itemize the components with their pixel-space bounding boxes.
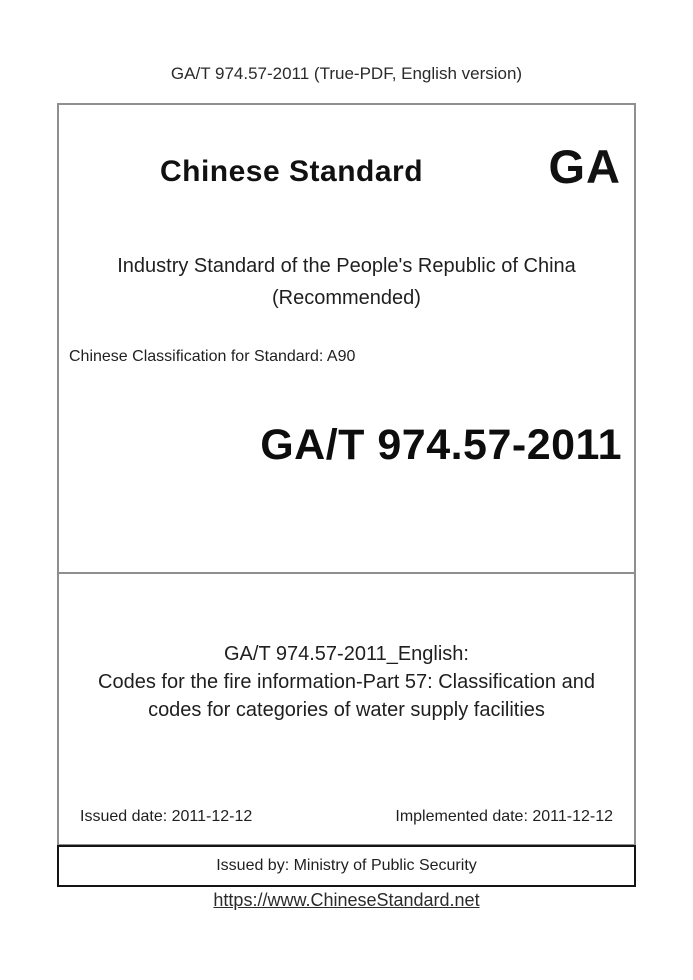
ga-logo: GA	[548, 140, 621, 193]
cover-box	[57, 103, 636, 846]
brand-title: Chinese Standard	[159, 155, 424, 188]
page-header-title: GA/T 974.57-2011 (True-PDF, English version)	[170, 64, 523, 83]
standard-number: GA/T 974.57-2011	[260, 421, 622, 469]
english-title-block	[65, 640, 628, 724]
implemented-date: Implemented date: 2011-12-12	[395, 808, 613, 825]
standard-type-line: Industry Standard of the People's Republic of China	[117, 255, 576, 277]
english-title-line2: Codes for the fire information-Part 57: Classification and	[98, 671, 595, 693]
site-link[interactable]: https://www.ChineseStandard.net	[213, 890, 480, 910]
english-title-line1: GA/T 974.57-2011_English:	[224, 643, 469, 665]
issued-date: Issued date: 2011-12-12	[80, 808, 253, 825]
issuer-text: Issued by: Ministry of Public Security	[216, 857, 477, 874]
classification-line: Chinese Classification for Standard: A90	[69, 348, 356, 365]
cover-box-upper-section	[59, 105, 634, 574]
recommended-line: (Recommended)	[272, 287, 421, 309]
dates-row	[59, 808, 634, 826]
english-title-line3: codes for categories of water supply facilities	[148, 699, 545, 721]
issuer-box	[57, 845, 636, 887]
footer-link-row	[0, 890, 693, 911]
cover-box-lower-section	[59, 574, 634, 842]
